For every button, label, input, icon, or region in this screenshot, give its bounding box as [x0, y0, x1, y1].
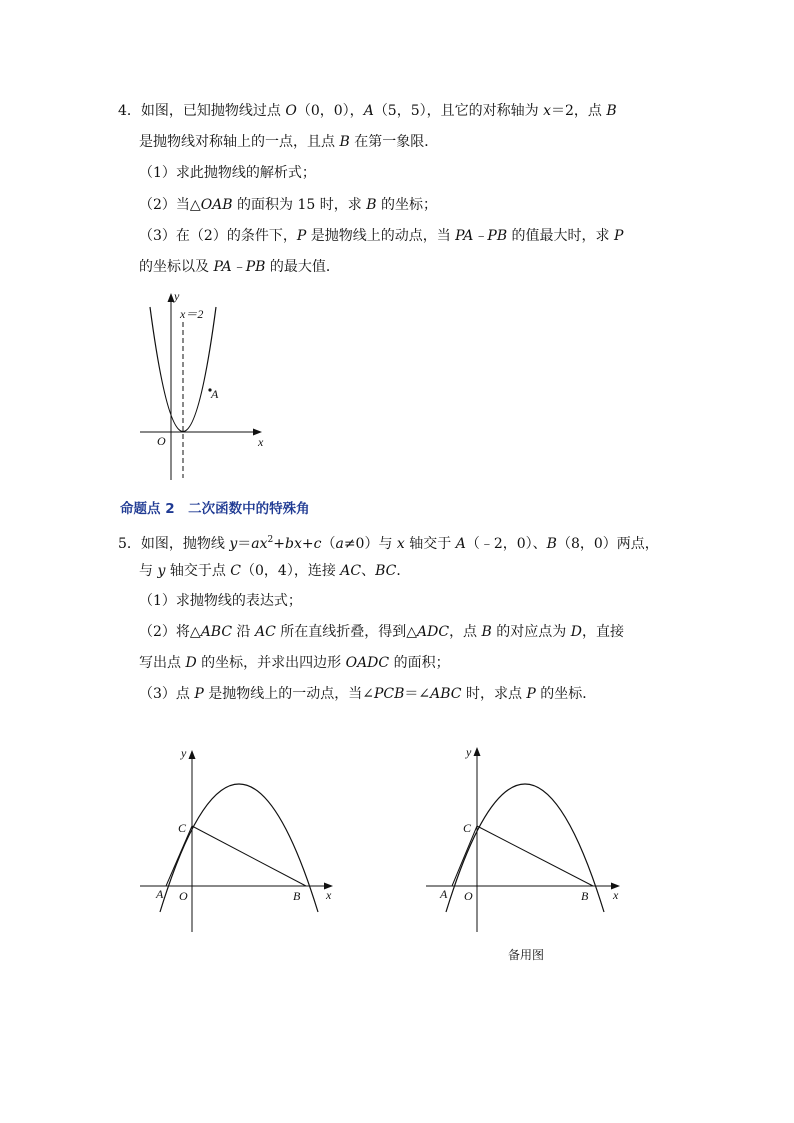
q4-line-2: 是抛物线对称轴上的一点，且点 B 在第一象限． — [139, 134, 439, 150]
q5-backup-point-C-label: C — [463, 821, 472, 835]
q4-line-1: 4．如图，已知抛物线过点 O（0，0），A（5，5），且它的对称轴为 x＝2，点 B — [118, 103, 617, 119]
backup-figure-caption: 备用图 — [508, 948, 545, 962]
q4-part-3: （3）在（2）的条件下，P 是抛物线上的动点，当 PA﹣PB 的值最大时，求 P — [139, 228, 624, 244]
q5-part-2: （2）将△ABC 沿 AC 所在直线折叠，得到△ADC，点 B 的对应点为 D，直接 — [139, 624, 624, 640]
q4-axis-label: x＝2 — [180, 307, 204, 321]
q5-backup-x-label: x — [613, 888, 619, 902]
q4-part-2: （2）当△OAB 的面积为 15 时，求 B 的坐标； — [139, 197, 437, 213]
q5-part-2-cont: 写出点 D 的坐标，并求出四边形 OADC 的面积； — [139, 655, 450, 671]
q5-origin-label: O — [179, 889, 188, 903]
q5-part-1: （1）求抛物线的表达式； — [139, 593, 302, 609]
q5-y-label: y — [181, 746, 187, 760]
q4-x-label: x — [258, 435, 264, 449]
q5-point-B-label: B — [293, 889, 301, 903]
q5-backup-origin-label: O — [464, 889, 473, 903]
q5-line-1: 5．如图，抛物线 $y=ax^2+bx+c(a\ne 0)$与 x 轴交于 A（﹣2，0）、B（8，0）两点， — [118, 535, 659, 552]
q4-part-3-cont: 的坐标以及 PA﹣PB 的最大值． — [139, 259, 340, 275]
q4-y-label: y — [174, 289, 180, 303]
q5-point-A-label: A — [156, 887, 164, 901]
q4-origin-label: O — [157, 434, 166, 448]
q5-part-3: （3）点 P 是抛物线上的一动点，当∠PCB＝∠ABC 时，求点 P 的坐标． — [139, 686, 597, 702]
q5-point-C-label: C — [178, 821, 187, 835]
q5-line-2: 与 y 轴交于点 C（0，4），连接 AC、BC． — [139, 563, 411, 579]
q5-backup-point-B-label: B — [581, 889, 589, 903]
q5-backup-y-label: y — [466, 745, 472, 759]
q5-backup-point-A-label: A — [440, 887, 448, 901]
section-heading: 命题点 2 二次函数中的特殊角 — [120, 501, 310, 517]
q4-part-1: （1）求此抛物线的解析式； — [139, 165, 316, 181]
q4-point-A-label: A — [211, 387, 219, 401]
q5-x-label: x — [326, 888, 332, 902]
